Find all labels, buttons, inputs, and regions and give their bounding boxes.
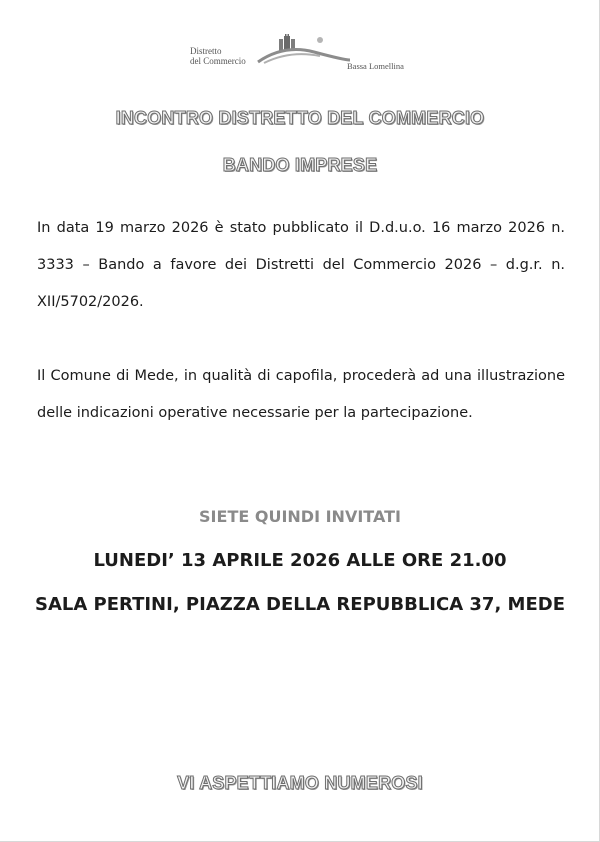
closing-line: VI ASPETTIAMO NUMEROSI: [177, 773, 423, 793]
title-line-2: BANDO IMPRESE: [222, 155, 378, 175]
invite-heading: SIETE QUINDI INVITATI: [199, 507, 401, 526]
logo-text-left: [190, 46, 246, 66]
event-date: LUNEDI’ 13 APRILE 2026 ALLE ORE 21.00: [93, 550, 507, 571]
title-line-1: INCONTRO DISTRETTO DEL COMMERCIO: [115, 108, 485, 128]
logo-line-2: del Commercio: [190, 56, 246, 66]
event-location: SALA PERTINI, PIAZZA DELLA REPUBBLICA 37, MEDE: [34, 594, 565, 615]
logo-text-right: Bassa Lomellina: [347, 61, 404, 71]
paragraph-comune: Il Comune di Mede, in qualità di capofila, procederà ad una illustrazione delle indicazioni operative necessarie per la partecipazione.: [37, 368, 565, 421]
paragraph-announcement: In data 19 marzo 2026 è stato pubblicato il D.d.u.o. 16 marzo 2026 n. 3333 – Bando a favore dei Distretti del Commercio 2026 – d.g.r. n. XII/5702/2026.: [37, 220, 565, 310]
district-logo: [190, 30, 440, 76]
castle-hills-logo-icon: [254, 30, 354, 70]
logo-line-1: Distretto: [190, 46, 222, 56]
